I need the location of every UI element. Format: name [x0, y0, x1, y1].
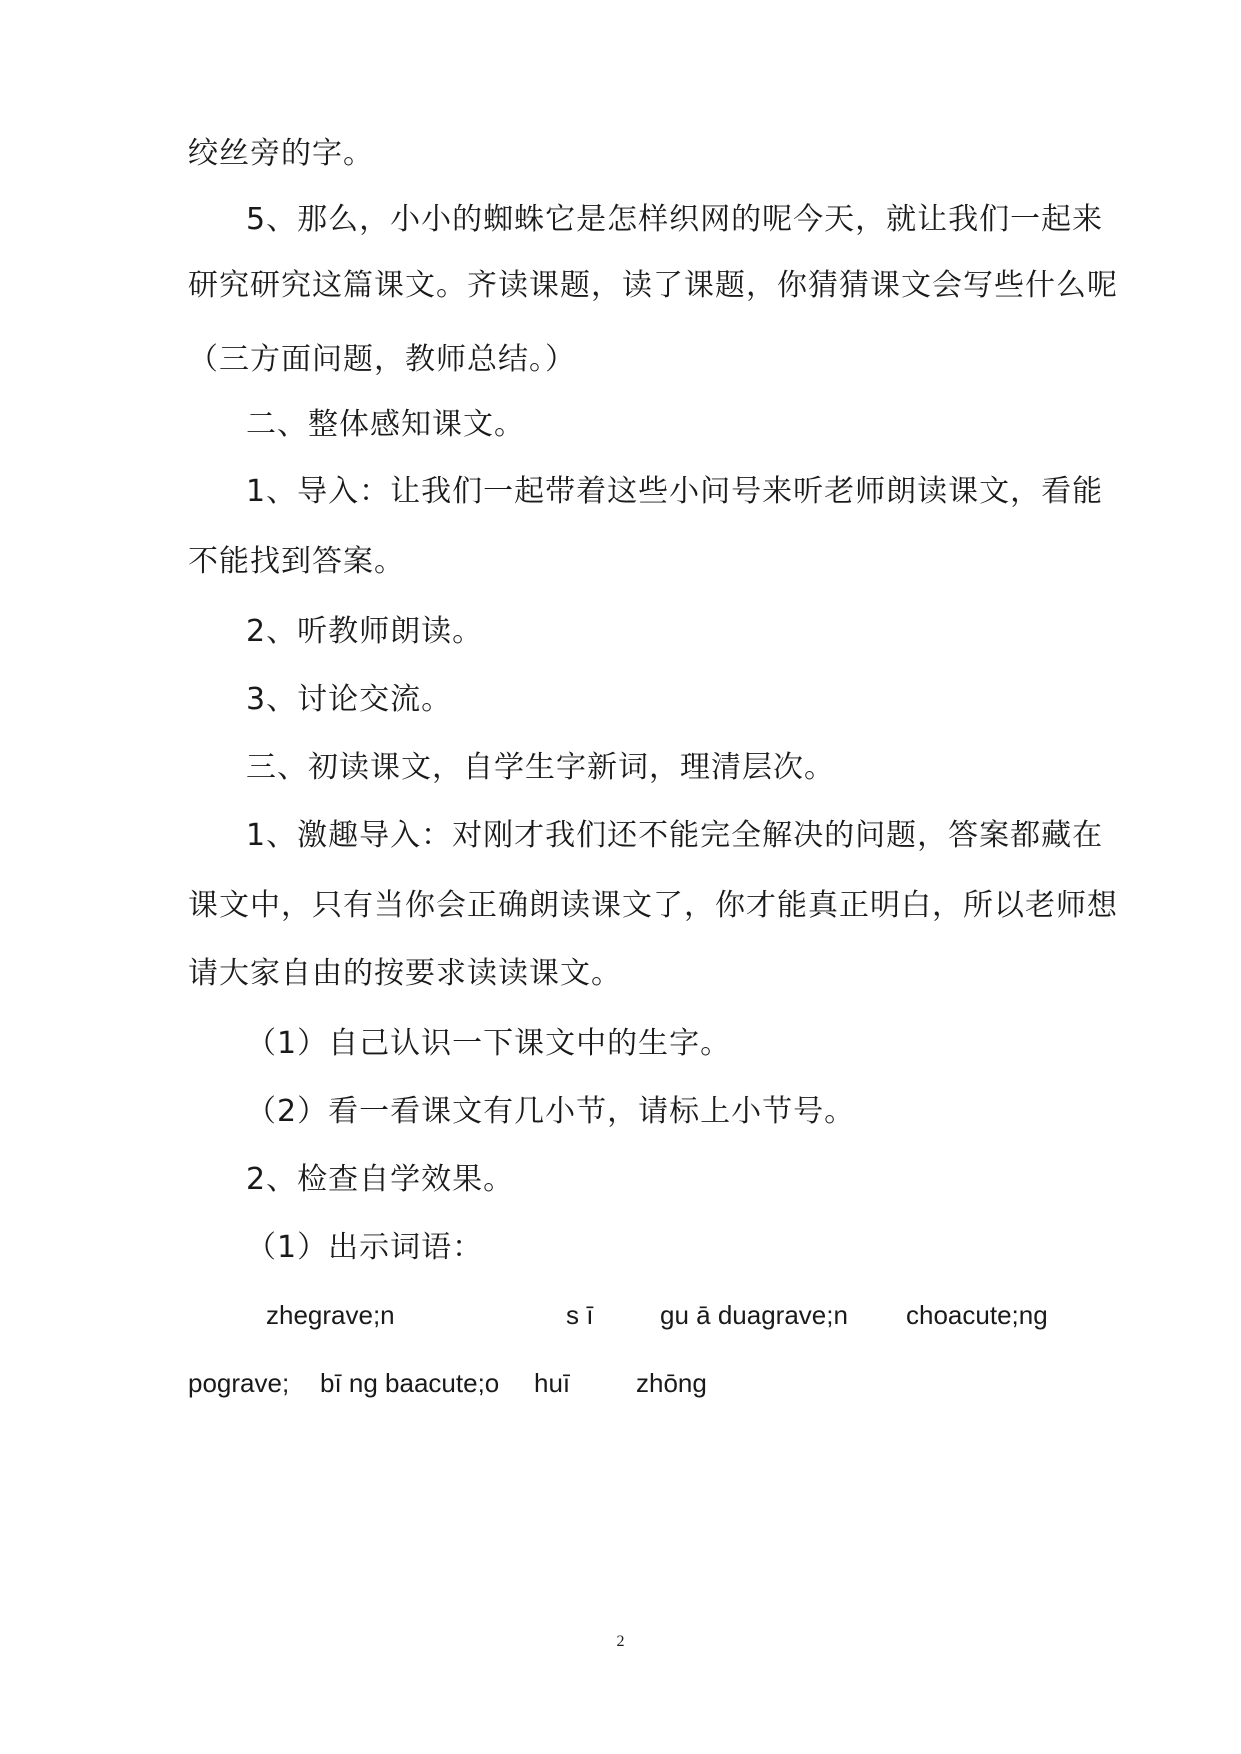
pinyin-word: huī	[534, 1368, 571, 1398]
text-line: 研究研究这篇课文。齐读课题，读了课题，你猜猜课文会写些什么呢	[188, 268, 1118, 303]
pinyin-word: gu ā duagrave;n	[660, 1300, 848, 1330]
pinyin-word: zhegrave;n	[266, 1300, 395, 1330]
pinyin-word: s ī	[566, 1300, 594, 1330]
pinyin-word: pograve;	[188, 1368, 290, 1398]
text-line: 2、听教师朗读。	[246, 614, 484, 649]
text-line: （2）看一看课文有几小节，请标上小节号。	[246, 1094, 856, 1129]
text-line: （1）自己认识一下课文中的生字。	[246, 1026, 732, 1061]
text-line: 课文中，只有当你会正确朗读课文了，你才能真正明白，所以老师想	[188, 888, 1118, 923]
text-line: （三方面问题，教师总结。）	[188, 342, 576, 377]
text-line: 3、讨论交流。	[246, 682, 453, 717]
page-number: 2	[616, 1633, 625, 1650]
text-line: 1、激趣导入：对刚才我们还不能完全解决的问题，答案都藏在	[246, 818, 1104, 853]
text-line: 绞丝旁的字。	[188, 136, 374, 171]
text-line: 1、导入：让我们一起带着这些小问号来听老师朗读课文，看能	[246, 474, 1104, 509]
pinyin-word: choacute;ng	[906, 1300, 1048, 1330]
section-heading: 二、整体感知课文。	[246, 407, 525, 442]
section-heading: 三、初读课文，自学生字新词，理清层次。	[246, 750, 835, 785]
text-line: 5、那么，小小的蜘蛛它是怎样织网的呢今天，就让我们一起来	[246, 202, 1104, 237]
text-line: 不能找到答案。	[188, 544, 405, 579]
text-line: 2、检查自学效果。	[246, 1162, 515, 1197]
pinyin-word: bī ng baacute;o	[320, 1368, 500, 1398]
pinyin-word: zhōng	[636, 1368, 707, 1398]
text-line: 请大家自由的按要求读读课文。	[188, 956, 622, 991]
text-line: （1）出示词语：	[246, 1230, 484, 1265]
